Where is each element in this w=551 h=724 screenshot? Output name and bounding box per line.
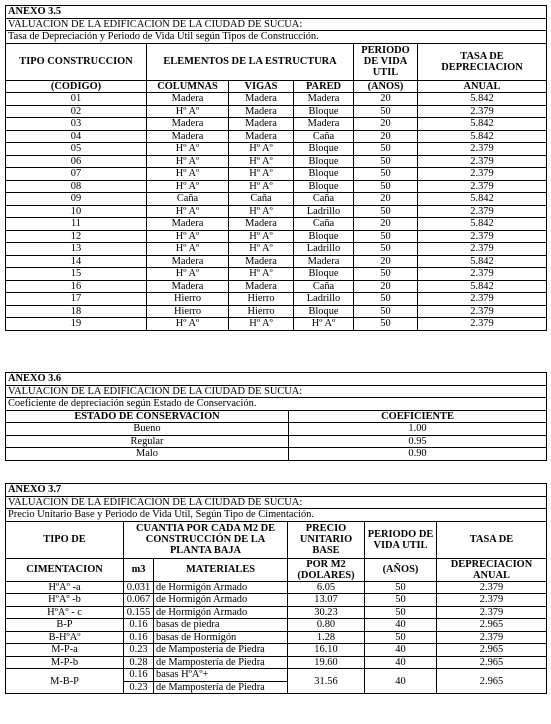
- cell-vigas: Hierro: [229, 293, 294, 306]
- cell-periodo: 20: [354, 130, 418, 143]
- cell-columnas: Hº Aº: [147, 168, 229, 181]
- cell-codigo: 02: [6, 105, 147, 118]
- table-row: [6, 594, 547, 607]
- cell-columnas: Hº Aº: [147, 318, 229, 331]
- table-row: [6, 631, 547, 644]
- cell-m3: 0.23: [124, 681, 154, 694]
- cell-tasa: 2.965: [437, 669, 547, 694]
- cell-periodo: 50: [354, 155, 418, 168]
- cell-pared: Bloque: [294, 305, 354, 318]
- cell-precio: 6.05: [288, 581, 365, 594]
- cell-pared: Bloque: [294, 105, 354, 118]
- cell-materiales: de Hormigón Armado: [154, 606, 288, 619]
- cell-periodo: 50: [365, 631, 437, 644]
- cell-pared: Caña: [294, 280, 354, 293]
- cell-periodo: 50: [365, 606, 437, 619]
- cell-codigo: 11: [6, 218, 147, 231]
- cell-tasa: 2.379: [437, 581, 547, 594]
- cell-m3: 0.23: [124, 644, 154, 657]
- cell-codigo: 04: [6, 130, 147, 143]
- cell-vigas: Hº Aº: [229, 318, 294, 331]
- cell-columnas: Hierro: [147, 305, 229, 318]
- header-tasa: TASA DE DEPRECIACION: [418, 43, 547, 80]
- anexo-label: ANEXO 3.6: [6, 373, 547, 386]
- header-cuantia: CUANTIA POR CADA M2 DE CONSTRUCCIÓN DE LA PLANTA BAJA: [124, 521, 288, 558]
- table-row: [6, 268, 547, 281]
- cell-periodo: 20: [354, 193, 418, 206]
- cell-precio: 30.23: [288, 606, 365, 619]
- header-anual: ANUAL: [418, 80, 547, 93]
- table-row: [6, 105, 547, 118]
- cell-vigas: Hº Aº: [229, 180, 294, 193]
- cell-precio: 0.80: [288, 619, 365, 632]
- cell-pared: Ladrillo: [294, 205, 354, 218]
- cell-vigas: Hierro: [229, 305, 294, 318]
- cell-vigas: Hº Aº: [229, 230, 294, 243]
- header-elementos: ELEMENTOS DE LA ESTRUCTURA: [147, 43, 354, 80]
- cell-vigas: Madera: [229, 118, 294, 131]
- cell-tasa: 2.379: [437, 594, 547, 607]
- cell-tasa: 2.379: [418, 268, 547, 281]
- anexo-3-5-table: [5, 5, 547, 331]
- cell-codigo: 14: [6, 255, 147, 268]
- cell-periodo: 50: [354, 293, 418, 306]
- cell-pared: Bloque: [294, 143, 354, 156]
- cell-periodo: 20: [354, 255, 418, 268]
- cell-codigo: 19: [6, 318, 147, 331]
- table-row: [6, 118, 547, 131]
- table-row: [6, 448, 547, 461]
- cell-codigo: 07: [6, 168, 147, 181]
- cell-tasa: 5.842: [418, 280, 547, 293]
- cell-pared: Bloque: [294, 230, 354, 243]
- cell-codigo: 08: [6, 180, 147, 193]
- table-row: [6, 280, 547, 293]
- section-title: VALUACION DE LA EDIFICACION DE LA CIUDAD DE SUCUA:: [6, 18, 547, 31]
- cell-columnas: Caña: [147, 193, 229, 206]
- cell-periodo: 20: [354, 93, 418, 106]
- table-row: [6, 143, 547, 156]
- table-row: [6, 193, 547, 206]
- table-row: [6, 423, 547, 436]
- cell-pared: Caña: [294, 218, 354, 231]
- table-row: [6, 318, 547, 331]
- cell-tasa: 2.379: [437, 631, 547, 644]
- cell-pared: Ladrillo: [294, 243, 354, 256]
- cell-tasa: 2.965: [437, 644, 547, 657]
- table-row: [6, 255, 547, 268]
- cell-vigas: Madera: [229, 93, 294, 106]
- cell-tasa: 5.842: [418, 118, 547, 131]
- cell-periodo: 50: [354, 318, 418, 331]
- section-subtitle: Tasa de Depreciación y Periodo de Vida Util según Tipos de Construcción.: [6, 31, 547, 44]
- cell-vigas: Madera: [229, 280, 294, 293]
- cell-vigas: Hº Aº: [229, 155, 294, 168]
- cell-precio: 1.28: [288, 631, 365, 644]
- cell-tipo: HºAº -b: [6, 594, 124, 607]
- cell-tasa: 2.379: [418, 305, 547, 318]
- cell-tasa: 2.379: [418, 293, 547, 306]
- cell-codigo: 13: [6, 243, 147, 256]
- cell-precio: 13.07: [288, 594, 365, 607]
- header-estado: ESTADO DE CONSERVACION: [6, 410, 289, 423]
- cell-materiales: basas de Hormigón: [154, 631, 288, 644]
- header-coeficiente: COEFICIENTE: [289, 410, 547, 423]
- cell-coeficiente: 1.00: [289, 423, 547, 436]
- table-row: [6, 619, 547, 632]
- cell-codigo: 15: [6, 268, 147, 281]
- anexo-label: ANEXO 3.5: [6, 6, 547, 19]
- cell-periodo: 50: [354, 143, 418, 156]
- cell-codigo: 17: [6, 293, 147, 306]
- cell-tasa: 2.379: [418, 318, 547, 331]
- cell-vigas: Hº Aº: [229, 168, 294, 181]
- header-tasa-de: TASA DE: [437, 521, 547, 558]
- cell-periodo: 50: [354, 105, 418, 118]
- cell-tasa: 2.379: [418, 155, 547, 168]
- cell-precio: 31.56: [288, 669, 365, 694]
- cell-tipo: B-HºAº: [6, 631, 124, 644]
- cell-pared: Madera: [294, 255, 354, 268]
- header-columnas: COLUMNAS: [147, 80, 229, 93]
- cell-codigo: 09: [6, 193, 147, 206]
- cell-codigo: 06: [6, 155, 147, 168]
- cell-periodo: 20: [354, 218, 418, 231]
- cell-vigas: Madera: [229, 218, 294, 231]
- header-tipo: TIPO CONSTRUCCION: [6, 43, 147, 80]
- cell-materiales: de Mampostería de Piedra: [154, 681, 288, 694]
- cell-columnas: Madera: [147, 218, 229, 231]
- header-m3: m3: [124, 558, 154, 581]
- cell-vigas: Caña: [229, 193, 294, 206]
- table-row: [6, 218, 547, 231]
- cell-columnas: Hº Aº: [147, 155, 229, 168]
- cell-vigas: Madera: [229, 105, 294, 118]
- cell-precio: 16.10: [288, 644, 365, 657]
- cell-m3: 0.28: [124, 656, 154, 669]
- cell-pared: Caña: [294, 130, 354, 143]
- cell-periodo: 50: [354, 168, 418, 181]
- cell-periodo: 20: [354, 118, 418, 131]
- cell-tasa: 2.379: [418, 143, 547, 156]
- header-pared: PARED: [294, 80, 354, 93]
- cell-columnas: Madera: [147, 130, 229, 143]
- cell-tasa: 2.379: [418, 205, 547, 218]
- header-por-m2: POR M2 (DOLARES): [288, 558, 365, 581]
- cell-estado: Regular: [6, 435, 289, 448]
- cell-estado: Malo: [6, 448, 289, 461]
- cell-m3: 0.031: [124, 581, 154, 594]
- cell-tasa: 5.842: [418, 130, 547, 143]
- cell-tasa: 2.379: [437, 606, 547, 619]
- cell-periodo: 50: [354, 180, 418, 193]
- cell-tasa: 2.965: [437, 656, 547, 669]
- cell-columnas: Hº Aº: [147, 180, 229, 193]
- cell-codigo: 12: [6, 230, 147, 243]
- cell-vigas: Hº Aº: [229, 268, 294, 281]
- cell-materiales: basas HºAº+: [154, 669, 288, 682]
- table-row: [6, 606, 547, 619]
- header-cimentacion: CIMENTACION: [6, 558, 124, 581]
- cell-tipo: M-B-P: [6, 669, 124, 694]
- header-anos: (AÑOS): [365, 558, 437, 581]
- cell-pared: Bloque: [294, 180, 354, 193]
- cell-m3: 0.067: [124, 594, 154, 607]
- cell-pared: Bloque: [294, 268, 354, 281]
- cell-materiales: de Mampostería de Piedra: [154, 656, 288, 669]
- cell-tasa: 2.965: [437, 619, 547, 632]
- cell-tipo: HºAº -a: [6, 581, 124, 594]
- cell-tasa: 5.842: [418, 218, 547, 231]
- cell-periodo: 50: [354, 230, 418, 243]
- cell-precio: 19.60: [288, 656, 365, 669]
- cell-tasa: 2.379: [418, 243, 547, 256]
- cell-columnas: Hº Aº: [147, 268, 229, 281]
- table-row: [6, 155, 547, 168]
- table-row: [6, 243, 547, 256]
- table-row: [6, 644, 547, 657]
- cell-columnas: Madera: [147, 93, 229, 106]
- table-row: [6, 581, 547, 594]
- section-title: VALUACION DE LA EDIFICACION DE LA CIUDAD DE SUCUA:: [6, 385, 547, 398]
- section-subtitle: Coeficiente de depreciación según Estado de Conservación.: [6, 398, 547, 411]
- cell-m3: 0.155: [124, 606, 154, 619]
- header-periodo: PERIODO DE VIDA UTIL: [365, 521, 437, 558]
- cell-columnas: Hº Aº: [147, 105, 229, 118]
- header-precio: PRECIO UNITARIO BASE: [288, 521, 365, 558]
- cell-codigo: 05: [6, 143, 147, 156]
- cell-codigo: 16: [6, 280, 147, 293]
- cell-tasa: 5.842: [418, 193, 547, 206]
- cell-pared: Madera: [294, 118, 354, 131]
- cell-periodo: 50: [365, 594, 437, 607]
- header-codigo: (CODIGO): [6, 80, 147, 93]
- cell-periodo: 50: [354, 305, 418, 318]
- header-anos: (AÑOS): [354, 80, 418, 93]
- cell-tasa: 2.379: [418, 230, 547, 243]
- cell-vigas: Madera: [229, 130, 294, 143]
- table-row: [6, 293, 547, 306]
- header-tipo-de: TIPO DE: [6, 521, 124, 558]
- cell-materiales: de Mampostería de Piedra: [154, 644, 288, 657]
- cell-columnas: Madera: [147, 118, 229, 131]
- cell-coeficiente: 0.90: [289, 448, 547, 461]
- table-row: [6, 180, 547, 193]
- cell-periodo: 40: [365, 669, 437, 694]
- cell-columnas: Madera: [147, 255, 229, 268]
- cell-tipo: M-P-a: [6, 644, 124, 657]
- cell-tipo: M-P-b: [6, 656, 124, 669]
- cell-pared: Madera: [294, 93, 354, 106]
- cell-periodo: 50: [354, 268, 418, 281]
- cell-periodo: 40: [365, 644, 437, 657]
- cell-coeficiente: 0.95: [289, 435, 547, 448]
- cell-codigo: 18: [6, 305, 147, 318]
- section-title: VALUACION DE LA EDIFICACION DE LA CIUDAD DE SUCUA:: [6, 496, 547, 509]
- cell-columnas: Hº Aº: [147, 243, 229, 256]
- cell-pared: Caña: [294, 193, 354, 206]
- cell-periodo: 50: [354, 205, 418, 218]
- cell-codigo: 10: [6, 205, 147, 218]
- table-row: [6, 205, 547, 218]
- cell-tipo: B-P: [6, 619, 124, 632]
- cell-codigo: 03: [6, 118, 147, 131]
- table-row: [6, 305, 547, 318]
- cell-m3: 0.16: [124, 669, 154, 682]
- table-row: [6, 93, 547, 106]
- cell-columnas: Madera: [147, 280, 229, 293]
- table-row: [6, 168, 547, 181]
- cell-tasa: 5.842: [418, 93, 547, 106]
- section-subtitle: Precio Unitario Base y Periodo de Vida Util, Según Tipo de Cimentación.: [6, 509, 547, 522]
- header-materiales: MATERIALES: [154, 558, 288, 581]
- header-depreciacion-anual: DEPRECIACION ANUAL: [437, 558, 547, 581]
- cell-periodo: 20: [354, 280, 418, 293]
- cell-tasa: 2.379: [418, 168, 547, 181]
- cell-tipo: HºAº - c: [6, 606, 124, 619]
- cell-columnas: Hº Aº: [147, 205, 229, 218]
- cell-materiales: de Hormigón Armado: [154, 581, 288, 594]
- anexo-label: ANEXO 3.7: [6, 484, 547, 497]
- cell-materiales: basas de piedra: [154, 619, 288, 632]
- cell-pared: Ladrillo: [294, 293, 354, 306]
- cell-m3: 0.16: [124, 631, 154, 644]
- table-row: [6, 435, 547, 448]
- cell-estado: Bueno: [6, 423, 289, 436]
- cell-periodo: 50: [354, 243, 418, 256]
- table-row: [6, 130, 547, 143]
- cell-tasa: 2.379: [418, 105, 547, 118]
- cell-vigas: Hº Aº: [229, 205, 294, 218]
- anexo-3-6-table: [5, 372, 547, 461]
- cell-periodo: 50: [365, 581, 437, 594]
- cell-columnas: Hierro: [147, 293, 229, 306]
- cell-materiales: de Hormigón Armado: [154, 594, 288, 607]
- cell-pared: Bloque: [294, 155, 354, 168]
- table-row: [6, 656, 547, 669]
- cell-vigas: Hº Aº: [229, 143, 294, 156]
- header-vigas: VIGAS: [229, 80, 294, 93]
- header-periodo: PERIODO DE VIDA UTIL: [354, 43, 418, 80]
- table-row: [6, 230, 547, 243]
- cell-m3: 0.16: [124, 619, 154, 632]
- cell-columnas: Hº Aº: [147, 143, 229, 156]
- cell-tasa: 2.379: [418, 180, 547, 193]
- cell-vigas: Madera: [229, 255, 294, 268]
- cell-pared: Bloque: [294, 168, 354, 181]
- anexo-3-7-table: [5, 483, 547, 694]
- cell-codigo: 01: [6, 93, 147, 106]
- cell-periodo: 40: [365, 619, 437, 632]
- cell-tasa: 5.842: [418, 255, 547, 268]
- cell-periodo: 40: [365, 656, 437, 669]
- cell-vigas: Hº Aº: [229, 243, 294, 256]
- cell-pared: Hº Aº: [294, 318, 354, 331]
- cell-columnas: Hº Aº: [147, 230, 229, 243]
